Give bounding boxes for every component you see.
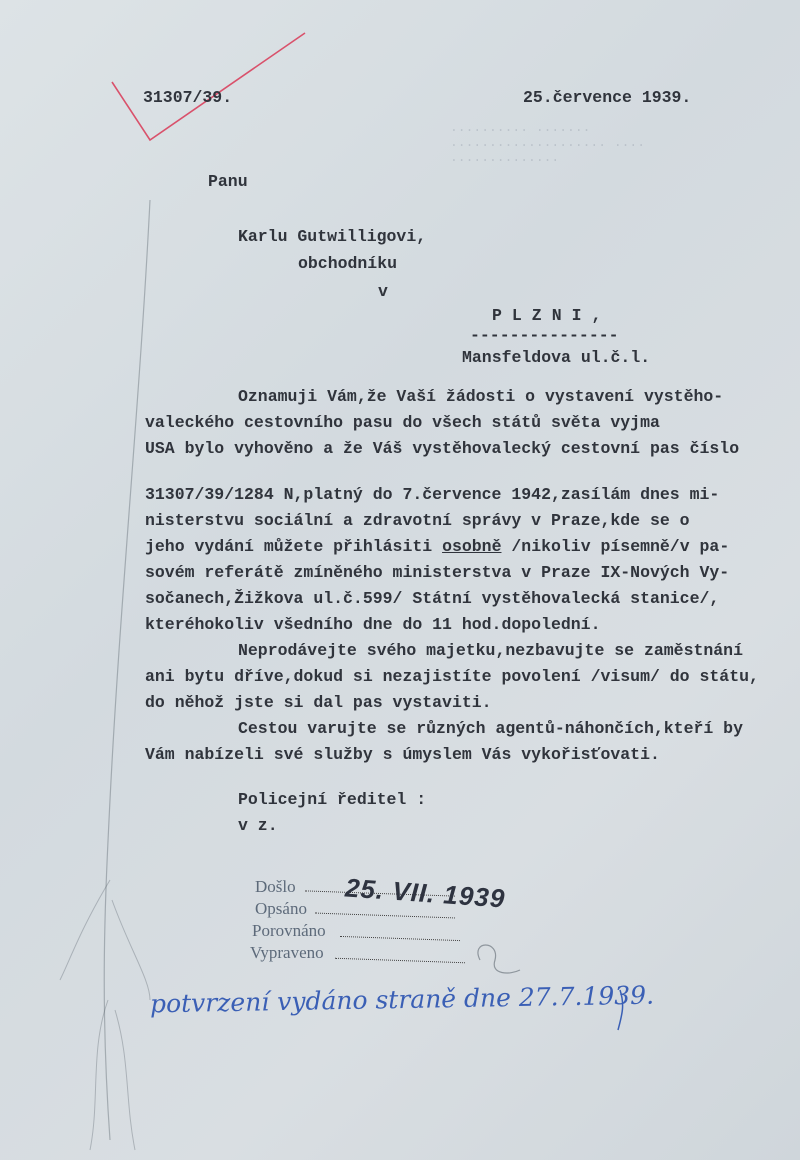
p2-line: nisterstvu sociální a zdravotní správy v Praze,kde se o	[145, 511, 690, 530]
p1-line: valeckého cestovního pasu do všech států světa vyjma	[145, 413, 660, 432]
p3-line: Neprodávejte svého majetku,nezbavujte se zaměstnání	[238, 641, 743, 660]
recipient-name: Karlu Gutwilligovi,	[238, 227, 427, 246]
p4-line: Cestou varujte se různých agentů-náhončích,kteří by	[238, 719, 743, 738]
p1-line: Oznamuji Vám,že Vaší žádosti o vystavení vystěho-	[238, 387, 724, 406]
signature-abbr: v z.	[238, 816, 278, 835]
recipient-city: PLZNI,	[492, 306, 612, 325]
recipient-street: Mansfeldova ul.č.l.	[462, 348, 651, 367]
initials-scribble	[478, 945, 520, 973]
p2-line: 31307/39/1284 N,platný do 7.července 1942,zasílám dnes mi-	[145, 485, 720, 504]
red-check-mark	[112, 33, 305, 140]
underlined-word: osobně	[442, 537, 502, 556]
p2-line: jeho vydání můžete přihlásiti osobně /nikoliv písemně/v pa-	[145, 537, 730, 556]
p1-line: USA bylo vyhověno a že Váš vystěhovalecký cestovní pas číslo	[145, 439, 740, 458]
p2-line: kteréhokoliv všedního dne do 11 hod.dopolední.	[145, 615, 601, 634]
letter-date: 25.července 1939.	[523, 88, 692, 107]
stamp-date: 25. VII. 1939	[344, 872, 507, 914]
stamp-label-porovnano: Porovnáno	[252, 921, 326, 940]
address-preposition: v	[378, 282, 388, 301]
city-underline: ---------------	[470, 326, 619, 345]
recipient-occupation: obchodníku	[298, 254, 398, 273]
stamp-label-doslo: Došlo	[255, 877, 296, 896]
stamp-label-vypraveno: Vypraveno	[250, 943, 324, 962]
bleed-through-text: .......... ....... .................... .... ..............	[450, 120, 646, 165]
p3-line: ani bytu dříve,dokud si nezajistíte povolení /visum/ do státu,	[145, 667, 759, 686]
p4-line: Vám nabízeli své služby s úmyslem Vás vykořisťovati.	[145, 745, 660, 764]
reference-number: 31307/39.	[143, 88, 233, 107]
stamp-label-opsano: Opsáno	[255, 899, 307, 918]
signature-title: Policejní ředitel :	[238, 790, 427, 809]
p2-line: sočanech,Žižkova ul.č.599/ Státní vystěhovalecká stanice/,	[145, 589, 720, 608]
handwritten-note: potvrzení vydáno straně dne 27.7.1939.	[149, 980, 655, 1019]
p2-line: sovém referátě zmíněného ministerstva v Praze IX-Nových Vy-	[145, 563, 730, 582]
p3-line: do něhož jste si dal pas vystaviti.	[145, 693, 492, 712]
salutation: Panu	[208, 172, 248, 191]
